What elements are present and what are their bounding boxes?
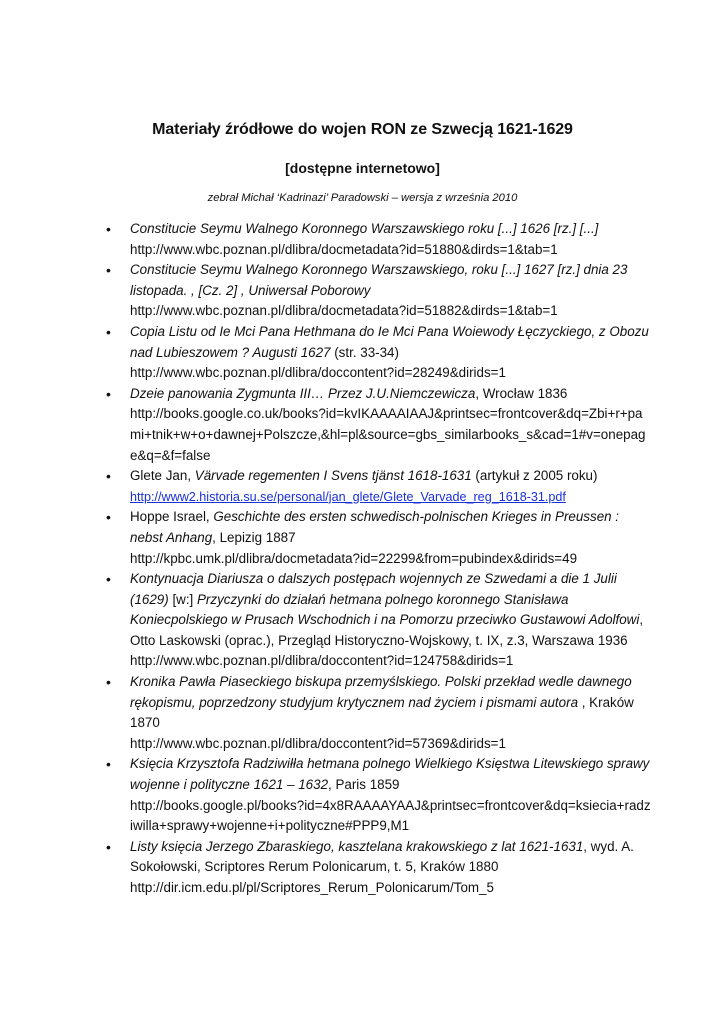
list-item bbox=[106, 672, 651, 754]
source-details: (artykuł z 2005 roku) bbox=[471, 468, 598, 484]
source-details: (str. 33-34) bbox=[330, 344, 399, 360]
list-item bbox=[106, 260, 651, 322]
source-title: Constitucie Seymu Walnego Koronnego Warszawskiego roku [...] 1626 [rz.] [...] bbox=[130, 221, 599, 236]
source-url: http://www.wbc.poznan.pl/dlibra/doccontent?id=57369&dirids=1 bbox=[130, 735, 506, 751]
list-item bbox=[106, 322, 651, 384]
list-item bbox=[106, 384, 651, 466]
source-url: http://www.wbc.poznan.pl/dlibra/doccontent?id=124758&dirids=1 bbox=[130, 653, 514, 669]
source-title: Copia Listu od Ie Mci Pana Hethmana do Ie Mci Pana Woiewody Łęczyckiego, z Obozu nad Lubieszowem ? Augusti 1627 bbox=[130, 323, 649, 360]
source-url: http://books.google.pl/books?id=4x8RAAAAYAAJ&printsec=frontcover&dq=ksiecia+radziwilla+sprawy+wojenne+i+polityczne#PPP9,M1 bbox=[130, 797, 651, 834]
list-item bbox=[106, 569, 651, 672]
list-item bbox=[106, 466, 651, 507]
list-item bbox=[106, 754, 651, 836]
source-details: , Lepizig 1887 bbox=[212, 529, 296, 545]
source-details: , Paris 1859 bbox=[328, 777, 400, 793]
source-title: Listy księcia Jerzego Zbaraskiego, kasztelana krakowskiego z lat 1621-1631 bbox=[130, 838, 584, 854]
source-author: Glete Jan, bbox=[130, 468, 195, 484]
source-details: , Otto Laskowski (oprac.), Przegląd Historyczno-Wojskowy, t. IX, z.3, Warszawa 1936 bbox=[130, 612, 644, 648]
compiled-by-note: zebrał Michał ‘Kadrinazi’ Paradowski – wersja z września 2010 bbox=[207, 192, 518, 204]
source-url: http://www.wbc.poznan.pl/dlibra/docmetadata?id=51880&dirds=1&tab=1 bbox=[130, 241, 558, 257]
sources-list bbox=[106, 219, 651, 899]
source-title: Constitucie Seymu Walnego Koronnego Warszawskiego, roku [...] 1627 [rz.] dnia 23 listopada. , [Cz. 2] , Uniwersał Poborowy bbox=[130, 262, 628, 298]
list-item bbox=[106, 219, 651, 260]
source-url: http://kpbc.umk.pl/dlibra/docmetadata?id=22299&from=pubindex&dirids=49 bbox=[130, 550, 578, 566]
page-subtitle: [dostępne internetowo] bbox=[285, 160, 440, 176]
source-title: Dzeie panowania Zygmunta III… Przez J.U.Niemczewicza bbox=[130, 385, 476, 401]
source-url: http://dir.icm.edu.pl/pl/Scriptores_Rerum_Polonicarum/Tom_5 bbox=[130, 880, 494, 895]
source-url: http://books.google.co.uk/books?id=kvIKAAAAIAAJ&printsec=frontcover&dq=Zbi+r+pami+tnik+w+o+dawnej+Polszcze,&hl=pl&source=gbs_similarbooks_s&cad=1#v=onepage&q=&f=false bbox=[130, 406, 646, 463]
source-title: Geschichte des ersten schwedisch-polnischen Krieges in Preussen : nebst Anhang bbox=[130, 509, 620, 545]
source-author: Hoppe Israel, bbox=[130, 509, 214, 525]
source-title: Kontynuacja Diariusza o dalszych postępach wojennych ze Szwedami a die 1 Julii (1629) bbox=[130, 571, 617, 607]
source-url: http://www.wbc.poznan.pl/dlibra/docmetadata?id=51882&dirds=1&tab=1 bbox=[130, 303, 558, 319]
page-title: Materiały źródłowe do wojen RON ze Szwecją 1621-1629 bbox=[152, 121, 573, 138]
list-item bbox=[106, 837, 651, 899]
source-details: , wyd. A. Sokołowski, Scriptores Rerum Polonicarum, t. 5, Kraków 1880 bbox=[130, 838, 634, 875]
source-in-note: [w:] bbox=[168, 591, 197, 607]
source-title: Kronika Pawła Piaseckiego biskupa przemyślskiego. Polski przekład wedle dawnego rękopismu, poprzedzony studyjum krytycznem nad życiem i pismami autora bbox=[130, 674, 632, 710]
source-url: http://www.wbc.poznan.pl/dlibra/doccontent?id=28249&dirids=1 bbox=[130, 365, 506, 381]
source-title-secondary: Przyczynki do działań hetmana polnego koronnego Stanisława Koniecpolskiego w Prusach Wschodnich i na Pomorzu przeciwko Gustawowi Adolfowi bbox=[130, 591, 640, 628]
source-details: , Wrocław 1836 bbox=[475, 385, 568, 401]
source-title: Värvade regementen I Svens tjänst 1618-1631 bbox=[194, 468, 472, 484]
source-title: Księcia Krzysztofa Radziwiłła hetmana polnego Wielkiego Księstwa Litewskiego sprawy wojenne i polityczne 1621 – 1632 bbox=[130, 756, 650, 793]
source-link[interactable]: http://www2.historia.su.se/personal/jan_glete/Glete_Varvade_reg_1618-31.pdf bbox=[130, 489, 566, 504]
list-item bbox=[106, 507, 651, 569]
source-details: , Kraków 1870 bbox=[130, 694, 634, 731]
